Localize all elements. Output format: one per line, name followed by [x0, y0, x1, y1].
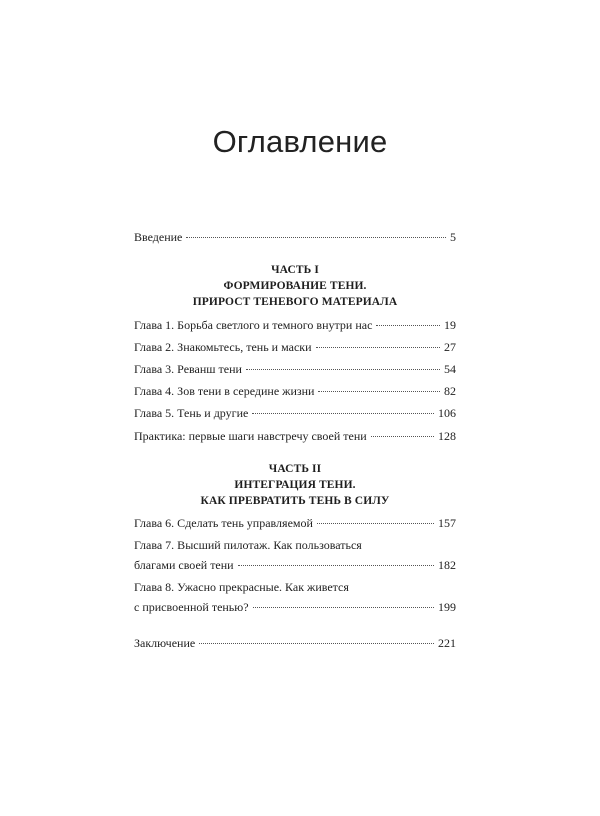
part-2-number: ЧАСТЬ II: [268, 463, 322, 475]
part-2-subtitle-line-2: КАК ПРЕВРАТИТЬ ТЕНЬ В СИЛУ: [200, 495, 390, 507]
toc-page-number: 54: [444, 362, 456, 376]
toc-entry-label: Введение: [134, 230, 183, 244]
dot-leader: [186, 237, 446, 238]
page-title: Оглавление: [212, 124, 388, 159]
dot-leader: [252, 413, 434, 414]
toc-entry-chapter-6[interactable]: [134, 515, 456, 531]
toc-page-number: 82: [444, 384, 456, 398]
toc-entry-label: Заключение: [134, 636, 196, 650]
toc-page-number: 27: [444, 340, 456, 354]
toc-entry-intro[interactable]: [134, 229, 456, 245]
toc-entry-chapter-1[interactable]: [134, 317, 456, 333]
toc-entry-conclusion[interactable]: [134, 635, 456, 651]
toc-entry-label-line-1: Глава 8. Ужасно прекрасные. Как живется: [134, 580, 349, 594]
toc-entry-label: Практика: первые шаги навстречу своей тени: [134, 429, 367, 443]
toc-entry-chapter-8[interactable]: [134, 579, 456, 615]
part-1-number: ЧАСТЬ I: [271, 264, 319, 276]
dot-leader: [199, 643, 434, 644]
toc-page-number: 182: [438, 558, 456, 572]
toc-entry-chapter-3[interactable]: [134, 361, 456, 377]
toc-entry-label: Глава 6. Сделать тень управляемой: [134, 516, 313, 530]
dot-leader: [376, 325, 440, 326]
toc-entry-label: Глава 1. Борьба светлого и темного внутри нас: [134, 318, 373, 332]
toc-entry-label-line-2: благами своей тени: [134, 558, 234, 572]
toc-entry-label-line-1: Глава 7. Высший пилотаж. Как пользоваться: [134, 538, 362, 552]
dot-leader: [318, 391, 440, 392]
toc-page-number: 199: [438, 600, 456, 614]
dot-leader: [317, 523, 434, 524]
toc-page-number: 221: [438, 636, 456, 650]
part-1-subtitle-line-1: ФОРМИРОВАНИЕ ТЕНИ.: [223, 280, 367, 292]
dot-leader: [371, 436, 434, 437]
toc-entry-label-line-2: с присвоенной тенью?: [134, 600, 249, 614]
toc-page-number: 19: [444, 318, 456, 332]
dot-leader: [316, 347, 440, 348]
toc-entry-label: Глава 5. Тень и другие: [134, 406, 249, 420]
toc-page-number: 157: [438, 516, 456, 530]
part-2-subtitle-line-1: ИНТЕГРАЦИЯ ТЕНИ.: [234, 479, 356, 491]
toc-entry-label: Глава 2. Знакомьтесь, тень и маски: [134, 340, 312, 354]
toc-entry-chapter-5[interactable]: [134, 405, 456, 421]
toc-entry-label: Глава 3. Реванш тени: [134, 362, 242, 376]
toc-page-number: 5: [450, 230, 456, 244]
toc-entry-chapter-4[interactable]: [134, 383, 456, 399]
dot-leader: [246, 369, 440, 370]
toc-entry-chapter-7[interactable]: [134, 537, 456, 573]
toc-entry-chapter-2[interactable]: [134, 339, 456, 355]
toc-entry-practice[interactable]: [134, 428, 456, 444]
toc-page-number: 106: [438, 406, 456, 420]
part-1-subtitle-line-2: ПРИРОСТ ТЕНЕВОГО МАТЕРИАЛА: [192, 296, 398, 308]
dot-leader: [238, 565, 434, 566]
part-1-heading: [134, 262, 456, 310]
toc-page-number: 128: [438, 429, 456, 443]
dot-leader: [253, 607, 434, 608]
part-2-heading: [134, 461, 456, 509]
toc-entry-label: Глава 4. Зов тени в середине жизни: [134, 384, 315, 398]
